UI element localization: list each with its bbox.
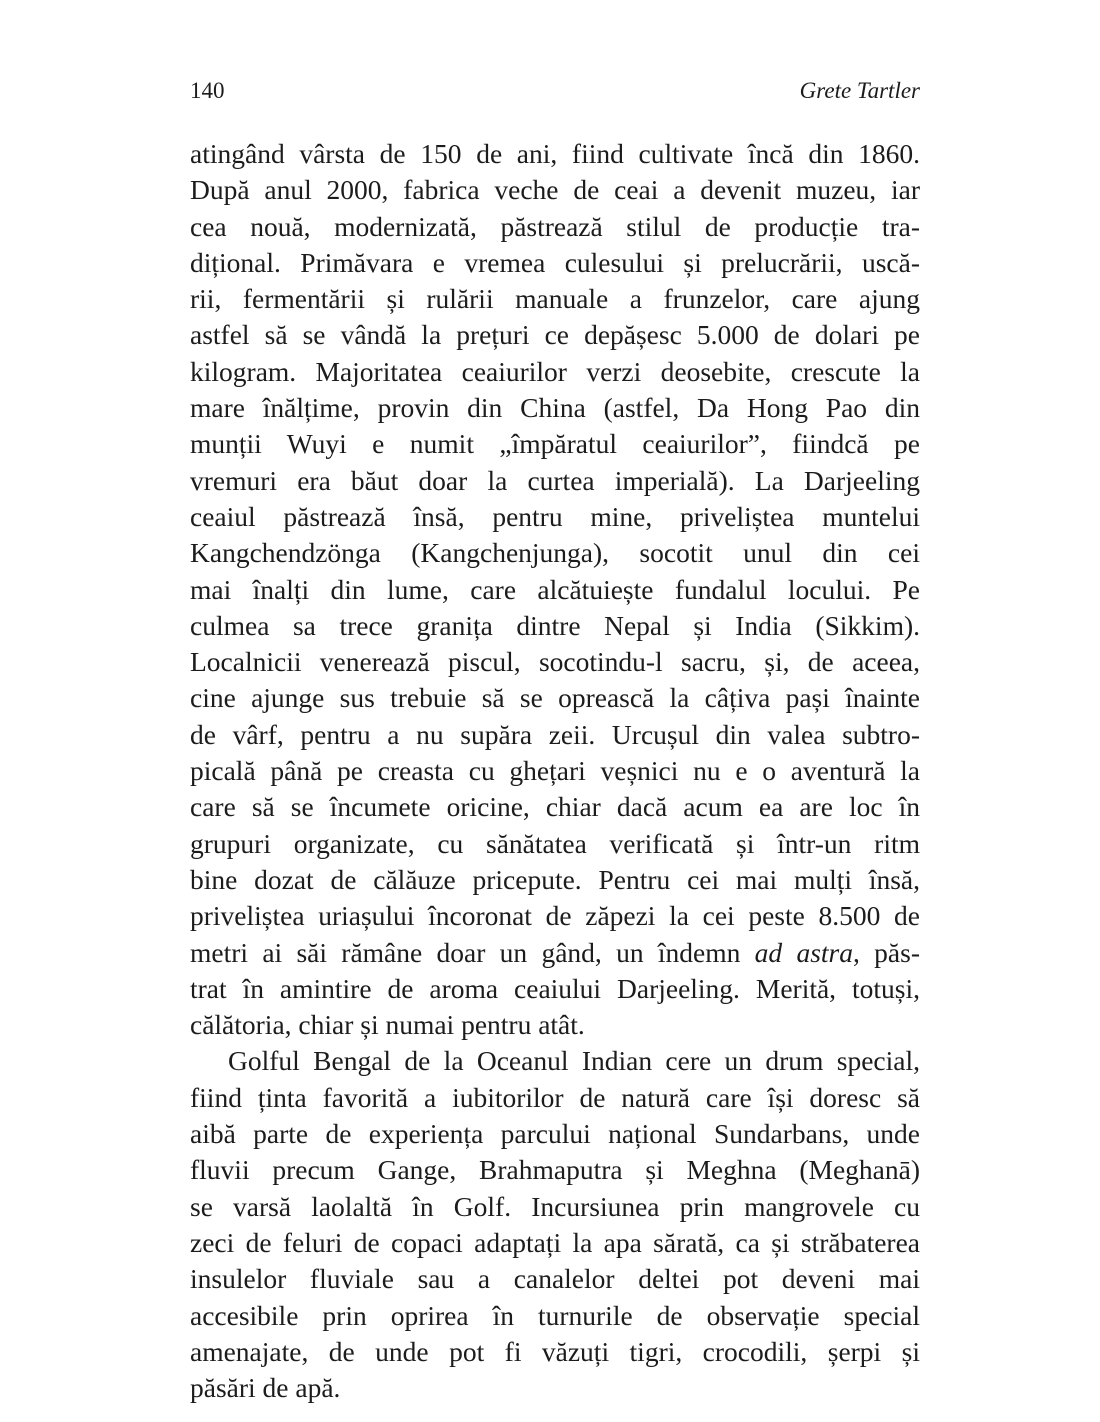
text-line: dițional. Primăvara e vremea culesului și prelucrării, uscă- [190,246,920,278]
text-line: amenajate, de unde pot fi văzuți tigri, crocodili, șerpi și [190,1335,920,1367]
text-line: Kangchendzönga (Kangchenjunga), socotit unul din cei [190,537,920,569]
text-line: mare înălțime, provin din China (astfel, Da Hong Pao din [190,392,920,424]
author-name: Grete Tartler [799,78,920,103]
text-line: După anul 2000, fabrica veche de ceai a devenit muzeu, iar [190,174,920,206]
text-line: care să se încumete oricine, chiar dacă acum ea are loc în [190,791,920,823]
text-line: bine dozat de călăuze pricepute. Pentru cei mai mulți însă, [190,863,920,895]
text-line: munții Wuyi e numit „împăratul ceaiurilor”, fiindcă pe [190,428,920,460]
text-line: vremuri era băut doar la curtea imperială). La Darjeeling [190,464,920,496]
text-line: kilogram. Majoritatea ceaiurilor verzi deosebite, crescute la [190,355,920,387]
text-segment: metri ai săi rămâne doar un gând, un îndemn [190,936,755,968]
page-number: 140 [190,78,225,103]
italic-phrase: ad astra [754,936,854,968]
text-line: astfel să se vândă la prețuri ce depășesc 5.000 de dolari pe [190,319,920,351]
text-line-with-italic [190,935,920,971]
text-line: fiind ținta favorită a iubitorilor de natură care își doresc să [190,1081,920,1113]
text-line: cea nouă, modernizată, păstrează stilul de producție tra- [190,210,920,242]
paragraph-bengal [190,1043,920,1406]
text-line: rii, fermentării și rulării manuale a frunzelor, care ajung [190,283,920,315]
text-line: păsări de apă. [190,1372,341,1404]
text-line: călătoria, chiar și numai pentru atât. [190,1009,585,1041]
text-line: aibă parte de experiența parcului național Sundarbans, unde [190,1118,920,1150]
body-text [190,136,920,1406]
text-line: mai înalți din lume, care alcătuiește fundalul locului. Pe [190,573,920,605]
running-header [190,76,920,106]
text-line: trat în amintire de aroma ceaiului Darjeeling. Merită, totuși, [190,972,920,1004]
text-segment: , păs- [853,936,920,968]
text-line: atingând vârsta de 150 de ani, fiind cultivate încă din 1860. [190,138,920,169]
text-line: cine ajunge sus trebuie să se oprească la câțiva pași înainte [190,682,920,714]
text-line: culmea sa trece granița dintre Nepal și India (Sikkim). [190,609,920,641]
text-line: Golful Bengal de la Oceanul Indian cere un drum special, [228,1045,920,1077]
text-line: ceaiul păstrează însă, pentru mine, priveliștea muntelui [190,500,920,532]
text-line: de vârf, pentru a nu supăra zeii. Urcușul din valea subtro- [190,718,920,750]
text-line: picală până pe creasta cu ghețari veșnici nu e o aventură la [190,755,920,787]
text-line: fluvii precum Gange, Brahmaputra și Meghna (Meghanā) [190,1154,920,1186]
text-line: se varsă laolaltă în Golf. Incursiunea prin mangrovele cu [190,1190,920,1222]
text-line: insulelor fluviale sau a canalelor deltei pot deveni mai [190,1263,920,1295]
text-line: priveliștea uriașului încoronat de zăpezi la cei peste 8.500 de [190,900,920,932]
paragraph-darjeeling [190,136,920,1043]
text-line: zeci de feluri de copaci adaptați la apa sărată, ca și străbaterea [190,1226,920,1258]
text-line: grupuri organizate, cu sănătatea verificată și într-un ritm [190,827,920,859]
text-line: accesibile prin oprirea în turnurile de observație special [190,1299,920,1331]
text-line: Localnicii venerează piscul, socotindu-l sacru, și, de aceea, [190,646,920,678]
